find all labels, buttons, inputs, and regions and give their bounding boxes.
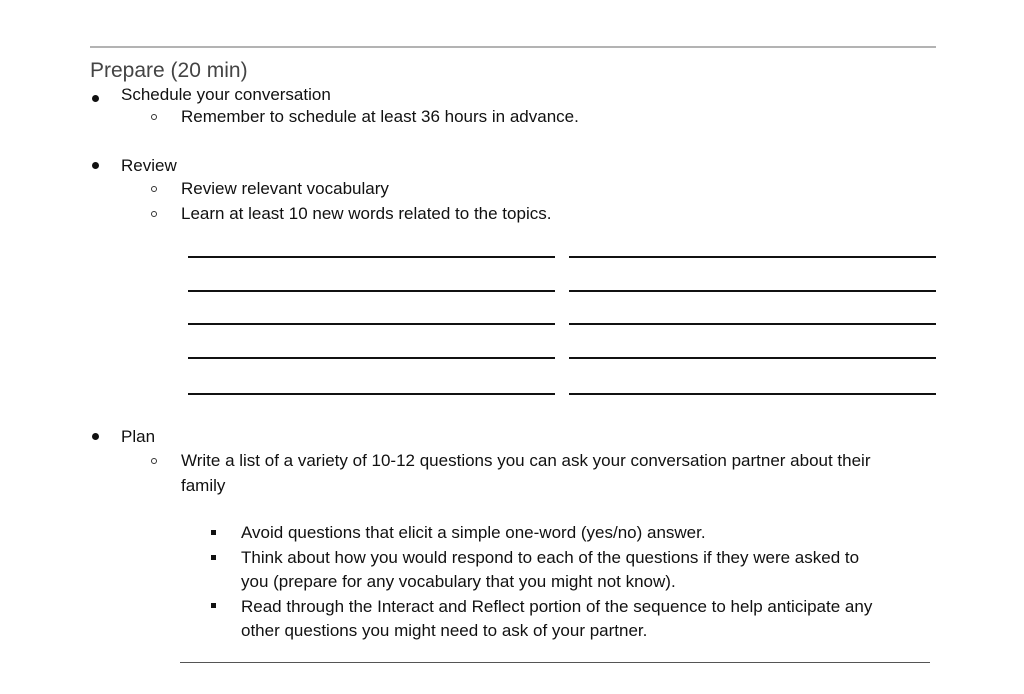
section-heading: Prepare (20 min): [90, 59, 248, 82]
vocab-blank-line[interactable]: [569, 357, 936, 359]
vocab-blank-line[interactable]: [569, 256, 936, 258]
sub-item-write-questions: Write a list of a variety of 10-12 questions you can ask your conversation partner about their: [181, 451, 871, 470]
bullet-disc-icon: [92, 433, 99, 440]
sub-item-write-questions-cont: family: [181, 476, 226, 495]
vocab-blank-line[interactable]: [188, 393, 555, 395]
top-divider: [90, 46, 936, 48]
vocab-blank-line[interactable]: [569, 323, 936, 325]
list-item-plan: Plan: [121, 427, 156, 446]
bullet-circle-icon: [151, 186, 157, 192]
bullet-square-icon: [211, 530, 216, 535]
vocab-blank-line[interactable]: [188, 290, 555, 292]
list-item-review: Review: [121, 156, 177, 175]
vocab-blank-line[interactable]: [569, 290, 936, 292]
vocab-blank-line[interactable]: [569, 393, 936, 395]
vocab-blank-line[interactable]: [188, 357, 555, 359]
tip-read-through: Read through the Interact and Reflect portion of the sequence to help anticipate any: [241, 597, 873, 616]
vocab-blank-line[interactable]: [188, 323, 555, 325]
bullet-circle-icon: [151, 114, 157, 120]
tip-think-respond-cont: you (prepare for any vocabulary that you might not know).: [241, 572, 676, 591]
bullet-square-icon: [211, 603, 216, 608]
sub-item-learn-words: Learn at least 10 new words related to the topics.: [181, 204, 552, 223]
list-item-schedule: Schedule your conversation: [121, 85, 331, 104]
tip-think-respond: Think about how you would respond to each of the questions if they were asked to: [241, 548, 860, 567]
tip-avoid-yes-no: Avoid questions that elicit a simple one-word (yes/no) answer.: [241, 523, 706, 542]
bullet-circle-icon: [151, 211, 157, 217]
bullet-square-icon: [211, 555, 216, 560]
vocab-blank-line[interactable]: [188, 256, 555, 258]
sub-item-review-vocabulary: Review relevant vocabulary: [181, 179, 389, 198]
answer-blank-line[interactable]: [180, 662, 930, 663]
bullet-disc-icon: [92, 95, 99, 102]
bullet-disc-icon: [92, 162, 99, 169]
sub-item-schedule-advance: Remember to schedule at least 36 hours in advance.: [181, 107, 579, 126]
bullet-circle-icon: [151, 458, 157, 464]
tip-read-through-cont: other questions you might need to ask of your partner.: [241, 621, 648, 640]
